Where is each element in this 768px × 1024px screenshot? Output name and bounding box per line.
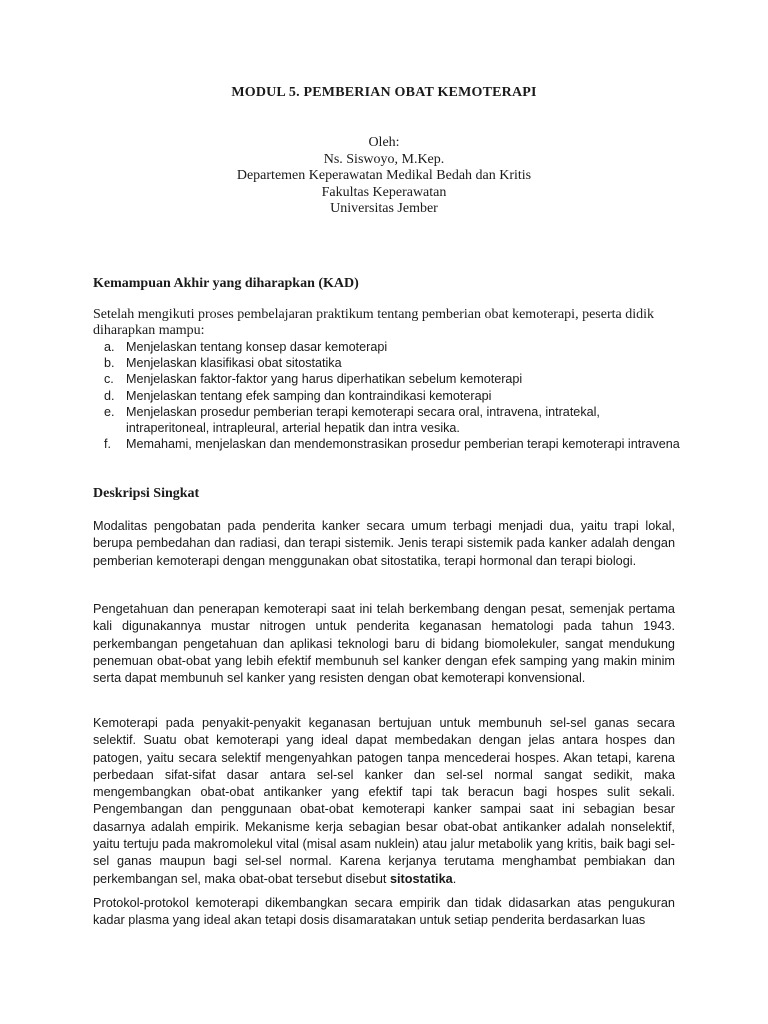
author-by: Oleh: — [368, 135, 400, 150]
paragraph-2: Pengetahuan dan penerapan kemoterapi saat ini telah berkembang dengan pesat, semenjak pertama kali digunakannya mustar nitrogen untuk penderita keganasan hematologi pada tahun 1943. perkembangan pengetahuan dan aplikasi teknologi baru di bidang biomolekuler, sangat mendukung penemuan obat-obat yang lebih efektif membunuh sel kanker dengan efek samping yang makin minim serta dapat membunuh sel kanker yang resisten dengan obat kemoterapi konvensional. — [93, 602, 675, 686]
list-item-text: Menjelaskan faktor-faktor yang harus diperhatikan sebelum kemoterapi — [126, 372, 523, 387]
list-item — [93, 339, 683, 355]
paragraph-3-emphasis: sitostatika — [389, 871, 453, 886]
paragraph-4: Protokol-protokol kemoterapi dikembangkan secara empirik dan tidak didasarkan atas pengukuran kadar plasma yang ideal akan tetapi dosis disamaratakan untuk setiap penderita berdasarkan luas — [93, 896, 675, 928]
paragraph-1: Modalitas pengobatan pada penderita kanker secara umum terbagi menjadi dua, yaitu trapi lokal, berupa pembedahan dan radiasi, dan terapi sistemik. Jenis terapi sistemik pada kanker adalah dengan pemberian kemoterapi dengan menggunakan obat sitostatika, terapi hormonal dan terapi biologi. — [93, 519, 675, 568]
list-marker: b. — [104, 356, 115, 371]
list-item — [93, 388, 683, 404]
paragraph-3-text: Kemoterapi pada penyakit-penyakit keganasan bertujuan untuk membunuh sel-sel ganas secara selektif. Suatu obat kemoterapi yang ideal dapat membedakan dengan jelas antara hospes dan patogen, yaitu secara selektif mengenyahkan patogen tanpa mencederai hospes. Akan tetapi, karena perbedaan sifat-sifat dasar antara sel-sel kanker dan sel-sel normal sangat sedikit, maka mengembangkan obat-obat antikanker yang efektif tapi tak beracun bagi hospes sulit sekali. Pengembangan dan penggunaan obat-obat kemoterapi kanker sampai saat ini sebagian besar dasarnya adalah empirik. Mekanisme kerja sebagian besar obat-obat antikanker adalah nonselektif, yaitu tertuju pada makromolekul vital (misal asam nuklein) atau jalur metabolik yang kritis, baik bagi sel-sel ganas maupun bagi sel-sel normal. Karena kerjanya terutama menghambat pembiakan dan perkembangan sel, maka obat-obat tersebut disebut — [93, 716, 675, 886]
list-item — [93, 436, 683, 452]
kad-intro: Setelah mengikuti proses pembelajaran praktikum tentang pemberian obat kemoterapi, peserta didik diharapkan mampu: — [93, 307, 654, 338]
paragraph-3-end: . — [452, 871, 457, 886]
list-marker: c. — [104, 372, 114, 387]
deskripsi-heading: Deskripsi Singkat — [93, 486, 200, 501]
kad-heading: Kemampuan Akhir yang diharapkan (KAD) — [93, 276, 359, 291]
list-item-text: Menjelaskan klasifikasi obat sitostatika — [126, 356, 342, 371]
list-item-text: Menjelaskan prosedur pemberian terapi kemoterapi secara oral, intravena, intratekal, intraperitoneal, intrapleural, arterial hepatik dan intra vesika. — [126, 404, 600, 436]
list-item — [93, 371, 683, 387]
author-faculty: Fakultas Keperawatan — [321, 184, 447, 200]
kad-list — [93, 339, 683, 452]
list-item-text: Menjelaskan tentang efek samping dan kontraindikasi kemoterapi — [126, 388, 492, 403]
list-marker: e. — [104, 404, 115, 419]
list-item — [93, 404, 683, 436]
paragraph-3 — [93, 715, 675, 888]
list-item — [93, 355, 683, 371]
list-marker: f. — [104, 437, 111, 452]
list-item-text: Memahami, menjelaskan dan mendemonstrasikan prosedur pemberian terapi kemoterapi intravena — [126, 437, 680, 452]
author-university: Universitas Jember — [330, 201, 438, 216]
document-title: MODUL 5. PEMBERIAN OBAT KEMOTERAPI — [231, 85, 537, 100]
list-item-text: Menjelaskan tentang konsep dasar kemoterapi — [126, 340, 388, 354]
list-marker: d. — [104, 388, 115, 403]
author-block — [0, 135, 768, 218]
list-marker: a. — [104, 340, 115, 354]
author-name: Ns. Siswoyo, M.Kep. — [323, 151, 445, 167]
author-department: Departemen Keperawatan Medikal Bedah dan Kritis — [236, 168, 532, 183]
